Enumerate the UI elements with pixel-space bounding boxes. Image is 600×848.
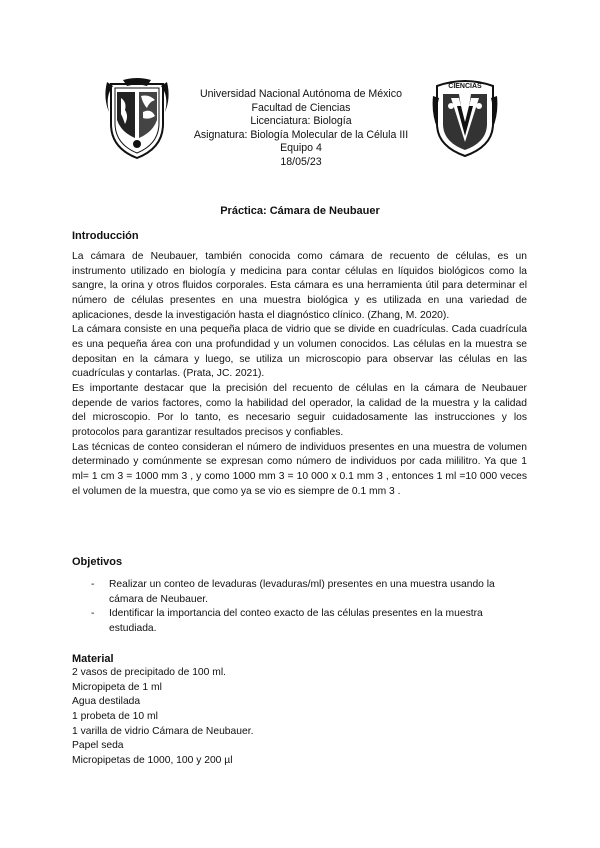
list-item bbox=[72, 607, 527, 636]
introduction-paragraph: La cámara consiste en una pequeña placa de vidrio que se divide en cuadrículas. Cada cuadrícula es una pequeña área con una profundidad y un volumen conocidos. Las células en la muestra se depositan en la cámara y luego, se utiliza un microscopio para observar las células en las cuadrículas y contarlas. (Prata, JC. 2021). bbox=[72, 324, 527, 380]
unam-coat-of-arms-logo bbox=[103, 78, 171, 160]
list-item bbox=[72, 578, 527, 607]
materials-list bbox=[72, 666, 527, 769]
degree-name: Licenciatura: Biología bbox=[250, 115, 352, 128]
facultad-ciencias-seal-logo bbox=[431, 76, 499, 158]
practice-title: Práctica: Cámara de Neubauer bbox=[220, 205, 380, 217]
list-item: Papel seda bbox=[72, 740, 124, 752]
list-item: 1 varilla de vidrio Cámara de Neubauer. bbox=[72, 725, 254, 737]
list-item: Micropipetas de 1000, 100 y 200 µl bbox=[72, 754, 233, 766]
introduction-body bbox=[72, 250, 527, 499]
introduction-paragraph: Es importante destacar que la precisión del recuento de células en la cámara de Neubauer depende de varios factores, como la habilidad del operador, la calidad de la muestra y la calidad del microscopio. Por lo tanto, es necesario seguir cuidadosamente las instrucciones y los protocolos para garantizar resultados precisos y confiables. bbox=[72, 382, 527, 438]
document-header bbox=[170, 88, 432, 170]
introduction-paragraph: Las técnicas de conteo consideran el número de individuos presentes en una muestra de volumen determinado y comúnmente se expresan como número de individuos por cada mililitro. Ya que 1 ml= 1 cm 3 = 1000 mm 3 , y como 1000 mm 3 = 10 000 x 0.1 mm 3 , entonces 1 ml =10 000 veces el volumen de la muestra, que como ya se vio es siempre de 0.1 mm 3 . bbox=[72, 441, 527, 497]
ciencias-seal-icon bbox=[431, 76, 499, 158]
list-item: 1 probeta de 10 ml bbox=[72, 710, 158, 722]
introduction-paragraph: La cámara de Neubauer, también conocida como cámara de recuento de células, es un instrumento utilizado en biología y medicina para contar células en líquidos biológicos como la sangre, la orina y otros fluidos corporales. Esta cámara es una herramienta útil para determinar el número de células presentes en una muestra biológica y es utilizada en una variedad de aplicaciones, desde la investigación hasta el diagnóstico clínico. (Zhang, M. 2020). bbox=[72, 251, 527, 321]
objective-text: Identificar la importancia del conteo exacto de las células presentes en la muestra estudiada. bbox=[109, 608, 483, 634]
document-date: 18/05/23 bbox=[280, 155, 322, 168]
objectives-list bbox=[72, 578, 527, 637]
list-item: 2 vasos de precipitado de 100 ml. bbox=[72, 667, 226, 678]
bullet-dash: - bbox=[91, 579, 95, 590]
introduction-heading: Introducción bbox=[72, 230, 139, 242]
team-name: Equipo 4 bbox=[280, 142, 322, 155]
faculty-name: Facultad de Ciencias bbox=[251, 101, 351, 114]
bullet-dash: - bbox=[91, 608, 95, 620]
university-name: Universidad Nacional Autónoma de México bbox=[200, 88, 402, 100]
seal-motto: CIENCIAS bbox=[448, 83, 482, 90]
objectives-heading: Objetivos bbox=[72, 556, 123, 568]
unam-shield-icon bbox=[103, 78, 171, 160]
list-item: Micropipeta de 1 ml bbox=[72, 681, 162, 693]
objective-text: Realizar un conteo de levaduras (levaduras/ml) presentes en una muestra usando la cámara de Neubauer. bbox=[109, 579, 495, 605]
course-name: Asignatura: Biología Molecular de la Célula III bbox=[193, 128, 409, 141]
list-item: Agua destilada bbox=[72, 696, 141, 708]
materials-heading: Material bbox=[72, 653, 114, 665]
